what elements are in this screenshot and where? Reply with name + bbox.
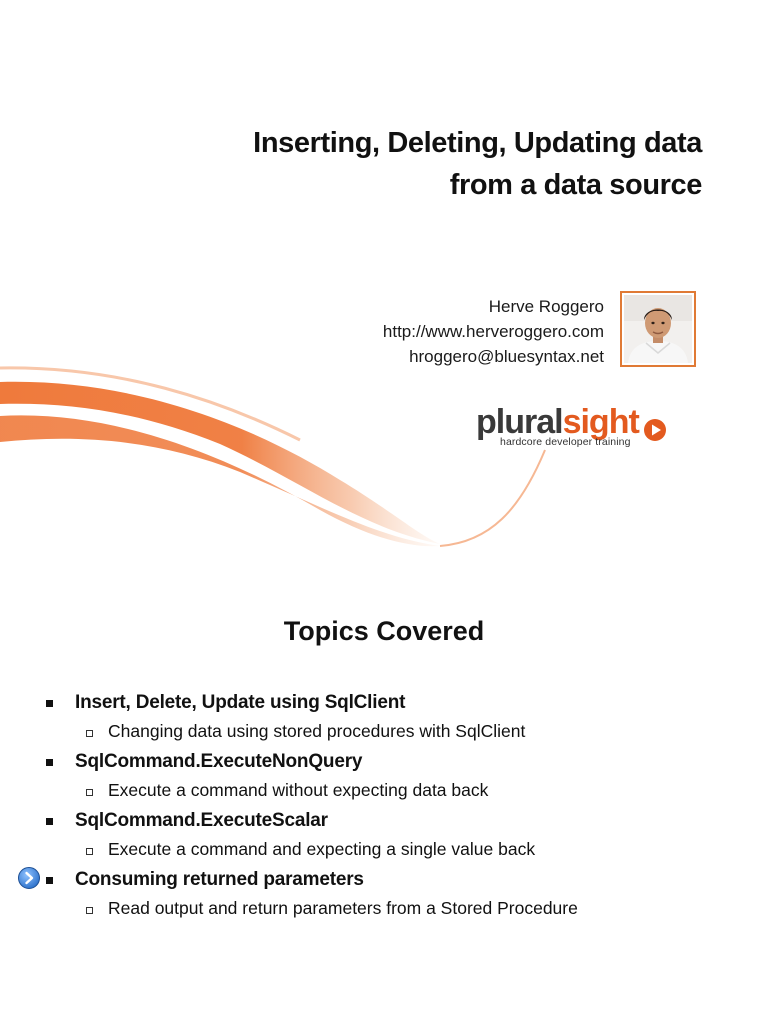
orange-swoosh-decoration [0,360,768,566]
square-bullet-icon [46,818,53,825]
play-icon [643,418,667,442]
topic-label: SqlCommand.ExecuteScalar [75,810,328,831]
author-email[interactable]: hroggero@bluesyntax.net [409,347,604,366]
author-portrait-image [624,295,692,363]
slide-title-line-2: from a data source [449,169,702,201]
hollow-square-bullet-icon [86,730,93,737]
topics-title: Topics Covered [283,616,485,646]
circle-arrow-icon[interactable] [17,866,41,890]
topic-item [0,869,768,928]
square-bullet-icon [46,700,53,707]
hollow-square-bullet-icon [86,789,93,796]
topic-item [0,692,768,751]
topics-slide [0,566,768,1024]
author-photo [620,291,696,367]
author-name: Herve Roggero [488,297,604,316]
topic-item [0,810,768,869]
topic-subitem: Changing data using stored procedures with SqlClient [108,721,526,741]
logo-word-main: plural [476,403,563,441]
hollow-square-bullet-icon [86,907,93,914]
topic-subitem: Execute a command and expecting a single value back [108,839,536,859]
topic-list [0,692,768,928]
topic-subitem: Execute a command without expecting data back [108,780,489,800]
square-bullet-icon [46,877,53,884]
logo-tagline: hardcore developer training [500,436,631,448]
author-info [383,294,604,369]
square-bullet-icon [46,759,53,766]
logo-word-accent: sight [562,403,639,441]
topic-subitem: Read output and return parameters from a Stored Procedure [108,898,578,918]
topic-label: SqlCommand.ExecuteNonQuery [75,751,363,772]
topic-label: Consuming returned parameters [75,869,364,890]
logo-wordmark [476,404,639,440]
hollow-square-bullet-icon [86,848,93,855]
topic-item [0,751,768,810]
topic-label: Insert, Delete, Update using SqlClient [75,692,406,713]
slide-title-line-1: Inserting, Deleting, Updating data [253,127,702,159]
slide-title [82,122,702,206]
pluralsight-logo [476,404,676,452]
author-url[interactable]: http://www.herveroggero.com [382,322,604,341]
